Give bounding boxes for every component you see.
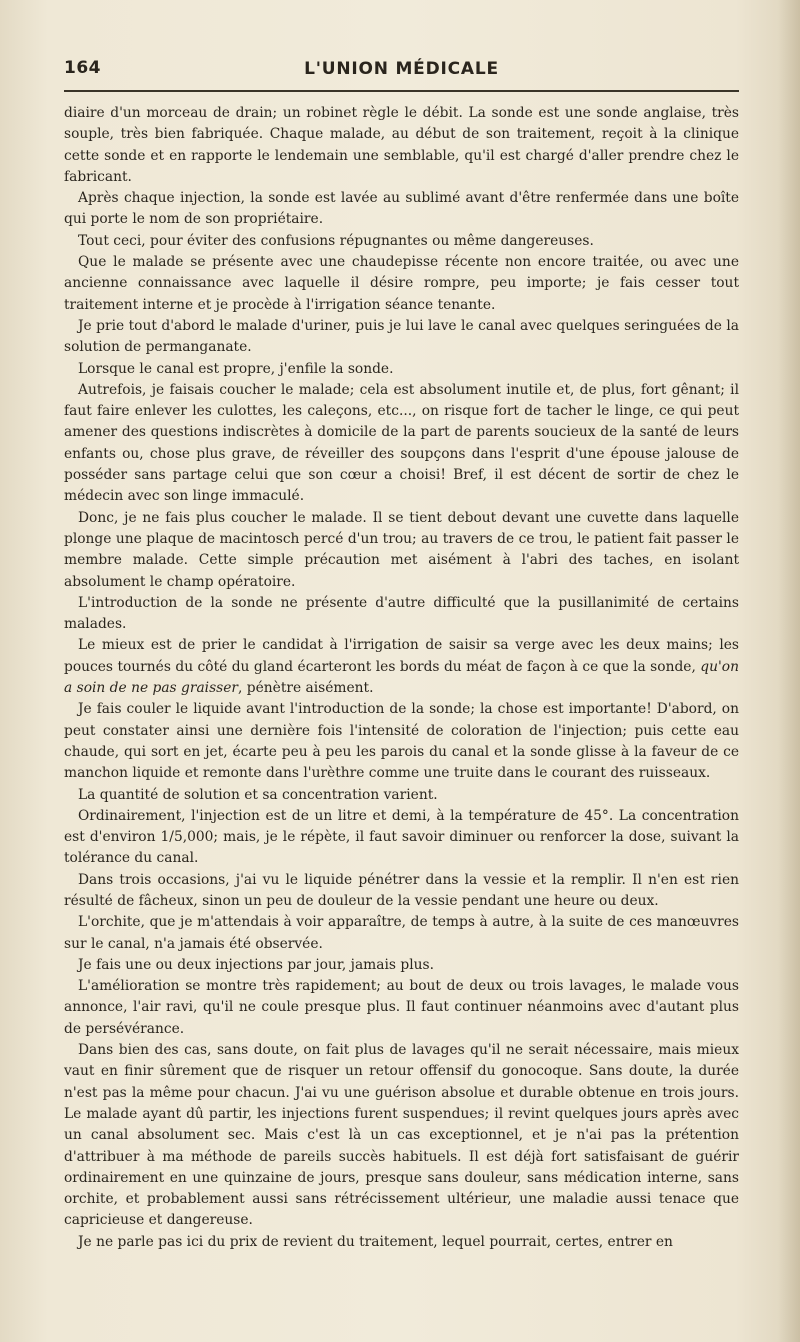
paragraph: Donc, je ne fais plus coucher le malade. Il se tient debout devant une cuvette dans laquelle plonge une plaque de macintosch percé d'un trou; au travers de ce trou, le patient fait passer le membre malade. Cette simple précaution met aisément à l'abri des taches, en isolant absolument le champ opératoire. — [64, 509, 739, 590]
paragraph-text: , pénètre aisément. — [238, 680, 374, 697]
paragraph: La quantité de solution et sa concentration varient. — [78, 786, 438, 803]
paragraph: L'introduction de la sonde ne présente d'autre difficulté que la pusillanimité de certains malades. — [64, 594, 739, 633]
paragraph — [64, 635, 739, 699]
page-header — [64, 58, 739, 82]
paragraph: Je prie tout d'abord le malade d'uriner, puis je lui lave le canal avec quelques seringuées de la solution de permanganate. — [64, 317, 739, 356]
page-number: 164 — [64, 58, 101, 78]
paragraph: Après chaque injection, la sonde est lavée au sublimé avant d'être renfermée dans une boîte qui porte le nom de son propriétaire. — [64, 190, 739, 228]
paragraph-text: Le mieux est de prier le candidat à l'irrigation de saisir sa verge avec les deux mains; les pouces tournés du côté du gland écarteront les bords du méat de façon à ce que la sonde, — [64, 637, 739, 675]
paragraph: Dans bien des cas, sans doute, on fait plus de lavages qu'il ne serait nécessaire, mais mieux vaut en finir sûrement que de risquer un retour offensif du gonocoque. Sans doute, la durée n'est pas la même pour chacun. J'ai vu une guérison absolue et durable obtenue en trois jours. Le malade ayant dû partir, les injections furent suspendues; il revint quelques jours après avec un canal absolument sec. Mais c'est là un cas exceptionnel, et je n'ai pas la prétention d'attribuer à ma méthode de pareils succès habituels. Il est déjà fort satisfaisant de guérir ordinairement en une quinzaine de jours, presque sans douleur, sans médication interne, sans orchite, et probablement aussi sans rétrécissement ultérieur, une maladie aussi tenace que capricieuse et dangereuse. — [64, 1042, 739, 1229]
paragraph: L'amélioration se montre très rapidement; au bout de deux ou trois lavages, le malade vous annonce, l'air ravi, qu'il ne coule presque plus. Il faut continuer néanmoins avec d'autant plus de persévérance. — [64, 978, 739, 1037]
italic-phrase: qu'on a soin de ne pas graisser — [64, 658, 739, 697]
paragraph: Dans trois occasions, j'ai vu le liquide pénétrer dans la vessie et la remplir. Il n'en est rien résulté de fâcheux, sinon un peu de douleur de la vessie pendant une heure ou deux. — [64, 871, 739, 909]
header-rule — [64, 90, 739, 92]
paragraph: diaire d'un morceau de drain; un robinet règle le débit. La sonde est une sonde anglaise, très souple, très bien fabriquée. Chaque malade, au début de son traitement, reçoit à la clinique cette sonde et en rapporte le lendemain une semblable, qu'il est chargé d'aller prendre chez le fabricant. — [64, 105, 739, 185]
running-title: L'UNION MÉDICALE — [304, 59, 499, 79]
paragraph: Ordinairement, l'injection est de un litre et demi, à la température de 45°. La concentration est d'environ 1/5,000; mais, je le répète, il faut savoir diminuer ou renforcer la dose, suivant la tolérance du canal. — [64, 807, 739, 867]
paragraph: Je fais couler le liquide avant l'introduction de la sonde; la chose est importante! D'abord, on peut constater ainsi une dernière fois l'intensité de coloration de l'injection; puis cette eau chaude, qui sort en jet, écarte peu à peu les parois du canal et la sonde glisse à la faveur de ce manchon liquide et remonte dans l'urèthre comme une truite dans le courant des ruisseaux. — [64, 701, 739, 782]
page-edge-shadow — [778, 0, 800, 1342]
paragraph: Autrefois, je faisais coucher le malade; cela est absolument inutile et, de plus, fort gênant; il faut faire enlever les culottes, les caleçons, etc..., on risque fort de tacher le linge, ce qui peut amener des questions indiscrètes à domicile de la part de parents soucieux de la santé de leurs enfants ou, chose plus grave, de réveiller des soupçons dans l'esprit d'une épouse jalouse de posséder sans partage celui que son cœur a choisi! Bref, il est décent de sortir de chez le médecin avec son linge immaculé. — [64, 381, 739, 505]
paragraph: Je fais une ou deux injections par jour, jamais plus. — [78, 956, 434, 973]
paragraph: Je ne parle pas ici du prix de revient du traitement, lequel pourrait, certes, entrer en — [78, 1233, 673, 1250]
paragraph: Lorsque le canal est propre, j'enfile la sonde. — [78, 360, 394, 377]
article-body — [64, 103, 739, 1253]
paragraph: L'orchite, que je m'attendais à voir apparaître, de temps à autre, à la suite de ces manœuvres sur le canal, n'a jamais été observée. — [64, 914, 739, 952]
paragraph: Que le malade se présente avec une chaudepisse récente non encore traitée, ou avec une ancienne connaissance avec laquelle il désire rompre, peu importe; je fais cesser tout traitement interne et je procède à l'irrigation séance tenante. — [64, 254, 739, 313]
paragraph: Tout ceci, pour éviter des confusions répugnantes ou même dangereuses. — [78, 232, 594, 249]
